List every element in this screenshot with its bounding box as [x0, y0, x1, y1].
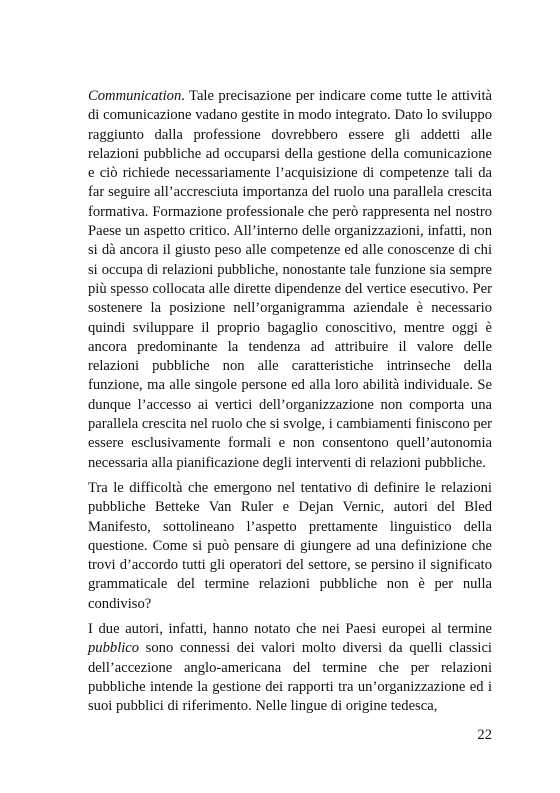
page-number: 22 — [477, 727, 492, 743]
paragraph-3-text-after: sono connessi dei valori molto diversi da quelli classici dell’accezione anglo-americana del termine che per relazioni pubbliche intende la gestione dei rapporti tra un’organizzazione ed i suoi pubblici di riferimento. Nelle lingue di origine tedesca, — [88, 640, 492, 715]
paragraph-3 — [88, 620, 492, 716]
italic-term-communication: Communication — [88, 88, 182, 104]
paragraph-1-text: . Tale precisazione per indicare come tutte le attività di comunicazione vadano gestite in modo integrato. Dato lo sviluppo raggiunto dalla professione dovrebbero essere gli addetti alle relazioni pubbliche ad occuparsi della gestione della comunicazione e ciò richiede necessariamente l’acquisizione di competenze tali da far seguire all’accresciuta importanza del ruolo una parallela crescita formativa. Formazione professionale che però rappresenta nel nostro Paese un aspetto critico. All’interno delle organizzazioni, infatti, non si dà ancora il giusto peso alle competenze ed alle conoscenze di chi si occupa di relazioni pubbliche, nonostante tale funzione sia sempre più spesso collocata alle dirette dipendenze del vertice esecutivo. Per sostenere la posizione nell’organigramma aziendale è necessario quindi sviluppare il proprio bagaglio conoscitivo, mentre oggi è ancora predominante la tendenza ad attribuire il valore delle relazioni pubbliche non alle caratteristiche intrinseche della funzione, ma alle singole persone ed alla loro abilità individuale. Se dunque l’accesso ai vertici dell’organizzazione non comporta una parallela crescita nel ruolo che si svolge, i cambiamenti finiscono per essere esclusivamente formali e non consentono quell’autonomia necessaria alla pianificazione degli interventi di relazioni pubbliche. — [88, 88, 493, 471]
paragraph-2 — [88, 479, 492, 614]
paragraph-3-text-before: I due autori, infatti, hanno notato che nei Paesi europei al termine — [88, 621, 492, 638]
paragraph-2-text: Tra le difficoltà che emergono nel tentativo di definire le relazioni pubbliche Betteke Van Ruler e Dejan Vernic, autori del Bled Manifesto, sottolineano l’aspetto prettamente linguistico della questione. Come si può pensare di giungere ad una definizione che trovi d’accordo tutti gli operatori del settore, se persino il significato grammaticale del termine relazioni pubbliche non è per nulla condiviso? — [88, 479, 492, 612]
body-text — [88, 87, 492, 717]
paragraph-1 — [88, 87, 492, 473]
italic-term-pubblico: pubblico — [88, 640, 140, 657]
